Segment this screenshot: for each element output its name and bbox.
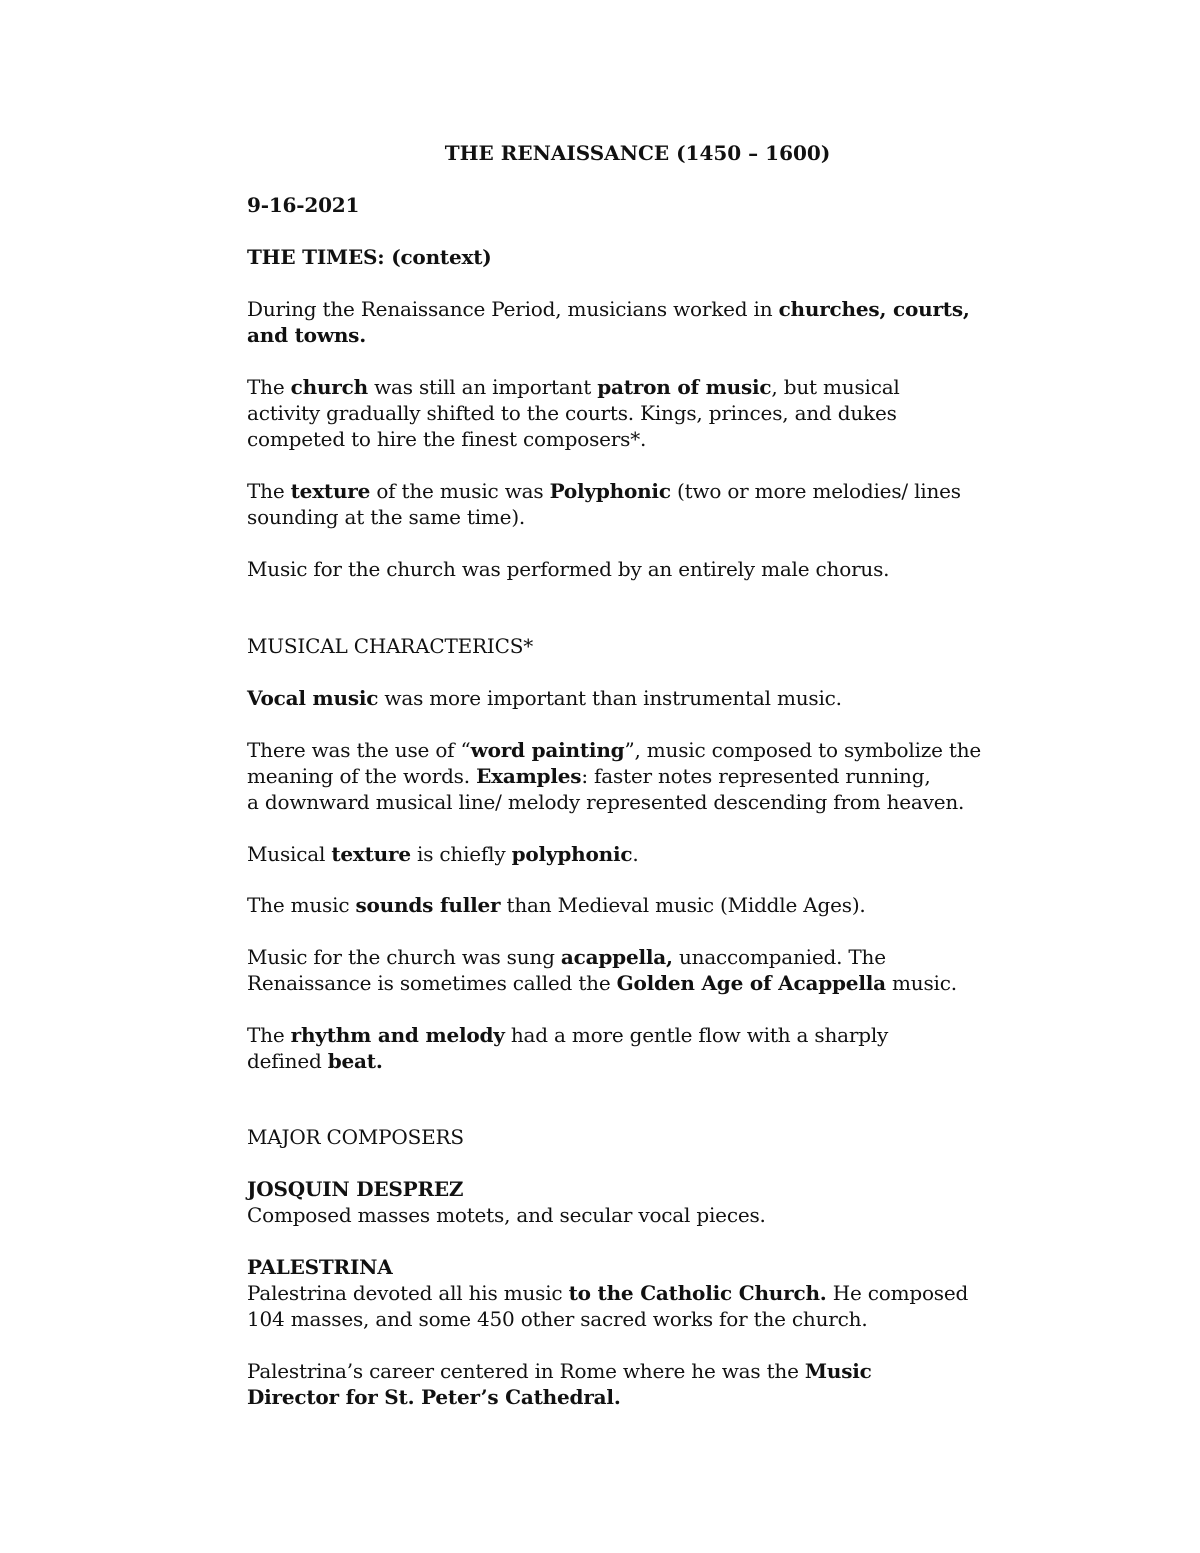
date-label: 9-16-2021 xyxy=(247,193,360,217)
char5-line1: Music for the church was sung acappella, unaccompanied. The xyxy=(247,945,886,969)
char2-line2: meaning of the words. Examples: faster notes represented running, xyxy=(247,764,931,788)
palestrina-para2-line1: Palestrina’s career centered in Rome where he was the Music xyxy=(247,1359,872,1383)
char6-line1: The rhythm and melody had a more gentle flow with a sharply xyxy=(247,1023,889,1047)
palestrina-name: PALESTRINA xyxy=(247,1255,393,1279)
times-para3-line1: The texture of the music was Polyphonic (two or more melodies/ lines xyxy=(247,479,961,503)
char6-line2: defined beat. xyxy=(247,1049,383,1073)
palestrina-para1-line1: Palestrina devoted all his music to the Catholic Church. He composed xyxy=(247,1281,969,1305)
times-para3-line2: sounding at the same time). xyxy=(247,505,526,529)
josquin-description: Composed masses motets, and secular vocal pieces. xyxy=(247,1203,766,1227)
palestrina-para1-line2: 104 masses, and some 450 other sacred works for the church. xyxy=(247,1307,868,1331)
char2-line3: a downward musical line/ melody represented descending from heaven. xyxy=(247,790,965,814)
times-para2-line1: The church was still an important patron of music, but musical xyxy=(247,375,900,399)
page-title: THE RENAISSANCE (1450 – 1600) xyxy=(444,141,831,165)
char3-line1: Musical texture is chiefly polyphonic. xyxy=(247,842,639,866)
composers-heading: MAJOR COMPOSERS xyxy=(247,1125,464,1149)
times-para1-line2: and towns. xyxy=(247,323,367,347)
times-heading: THE TIMES: (context) xyxy=(247,245,492,269)
char1-line1: Vocal music was more important than instrumental music. xyxy=(247,686,842,710)
times-para2-line2: activity gradually shifted to the courts. Kings, princes, and dukes xyxy=(247,401,897,425)
char2-line1: There was the use of “word painting”, music composed to symbolize the xyxy=(247,738,982,762)
josquin-name: JOSQUIN DESPREZ xyxy=(247,1177,464,1201)
char5-line2: Renaissance is sometimes called the Golden Age of Acappella music. xyxy=(247,971,957,995)
times-para4: Music for the church was performed by an entirely male chorus. xyxy=(247,557,890,581)
char4-line1: The music sounds fuller than Medieval music (Middle Ages). xyxy=(247,893,866,917)
times-para1-line1: During the Renaissance Period, musicians worked in churches, courts, xyxy=(247,297,970,321)
characteristics-heading: MUSICAL CHARACTERICS* xyxy=(247,634,534,658)
times-para2-line3: competed to hire the finest composers*. xyxy=(247,427,647,451)
palestrina-para2-line2: Director for St. Peter’s Cathedral. xyxy=(247,1385,621,1409)
